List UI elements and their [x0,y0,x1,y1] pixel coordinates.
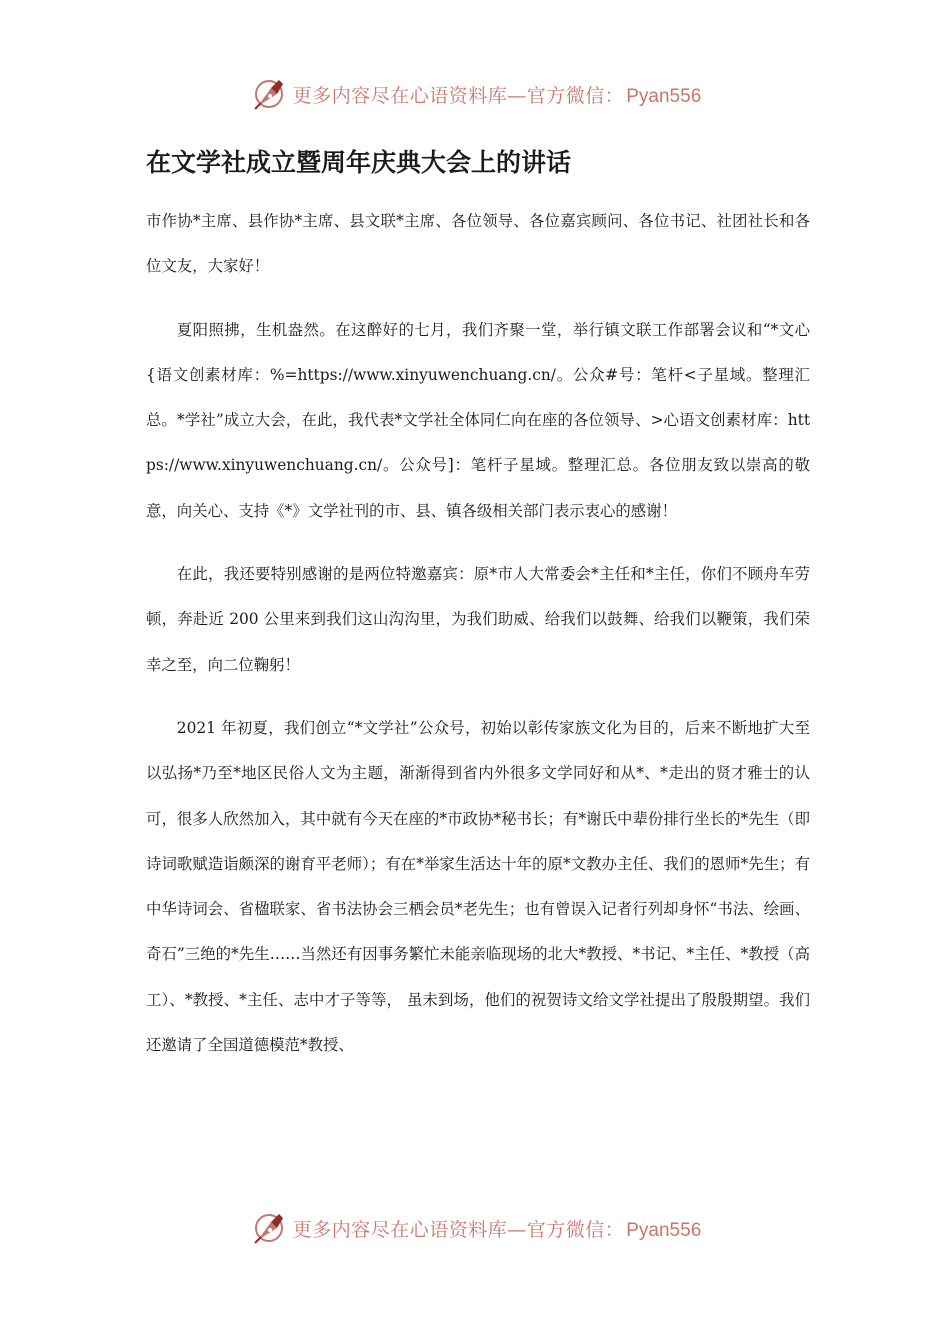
banner-wechat-id: Pyan556 [626,85,702,107]
document-body [146,199,810,1086]
banner-text [293,1215,702,1242]
header-banner [0,72,950,116]
banner-wechat-id: Pyan556 [626,1219,702,1241]
paragraph: 2021 年初夏，我们创立“*文学社”公众号，初始以彰传家族文化为目的，后来不断地扩大至以弘扬*乃至*地区民俗人文为主题，渐渐得到省内外很多文学同好和从*、*走出的贤才雅士的认可，很多人欣然加入，其中就有今天在座的*市政协*秘书长；有*谢氏中辈份排行坐长的*先生（即诗词歌赋造诣颇深的谢育平老师）；有在*举家生活达十年的原*文教办主任、我们的恩师*先生；有中华诗词会、省楹联家、省书法协会三栖会员*老先生；也有曾误入记者行列却身怀“书法、绘画、奇石”三绝的*先生……当然还有因事务繁忙未能亲临现场的北大*教授、*书记、*主任、*教授（高工）、*教授、*主任、志中才子等等， 虽未到场，他们的祝贺诗文给文学社提出了殷殷期望。我们还邀请了全国道德模范*教授、 [146,718,810,1055]
document-title: 在文学社成立暨周年庆典大会上的讲话 [146,148,572,177]
banner-slogan: 更多内容尽在心语资料库—官方微信： [292,84,625,107]
paragraph-greeting: 市作协*主席、县作协*主席、县文联*主席、各位领导、各位嘉宾顾问、各位书记、社团社长和各位文友，大家好！ [146,212,810,276]
banner-text [293,81,702,108]
paragraph: 夏阳照拂，生机盎然。在这醉好的七月，我们齐聚一堂，举行镇文联工作部署会议和“*文心{语文创素材库：%=https://www.xinyuwenchuang.cn/。公众#号：笔杆<子星域。整理汇总。*学社”成立大会，在此，我代表*文学社全体同仁向在座的各位领导、>心语文创素材库：https://www.xinyuwenchuang.cn/。公众号]：笔杆子星域。整理汇总。各位朋友致以崇高的敬意，向关心、支持《*》文学社刊的市、县、镇各级相关部门表示衷心的感谢！ [146,320,810,520]
paragraph: 在此，我还要特别感谢的是两位特邀嘉宾：原*市人大常委会*主任和*主任，你们不顾舟车劳顿，奔赴近 200 公里来到我们这山沟沟里，为我们助威、给我们以鼓舞、给我们以鞭策，我们荣幸之至，向二位鞠躬！ [146,565,810,674]
footer-banner [0,1206,950,1250]
banner-slogan: 更多内容尽在心语资料库—官方微信： [292,1218,625,1241]
pen-nib-logo-icon [249,74,289,114]
pen-nib-logo-icon [249,1208,289,1248]
